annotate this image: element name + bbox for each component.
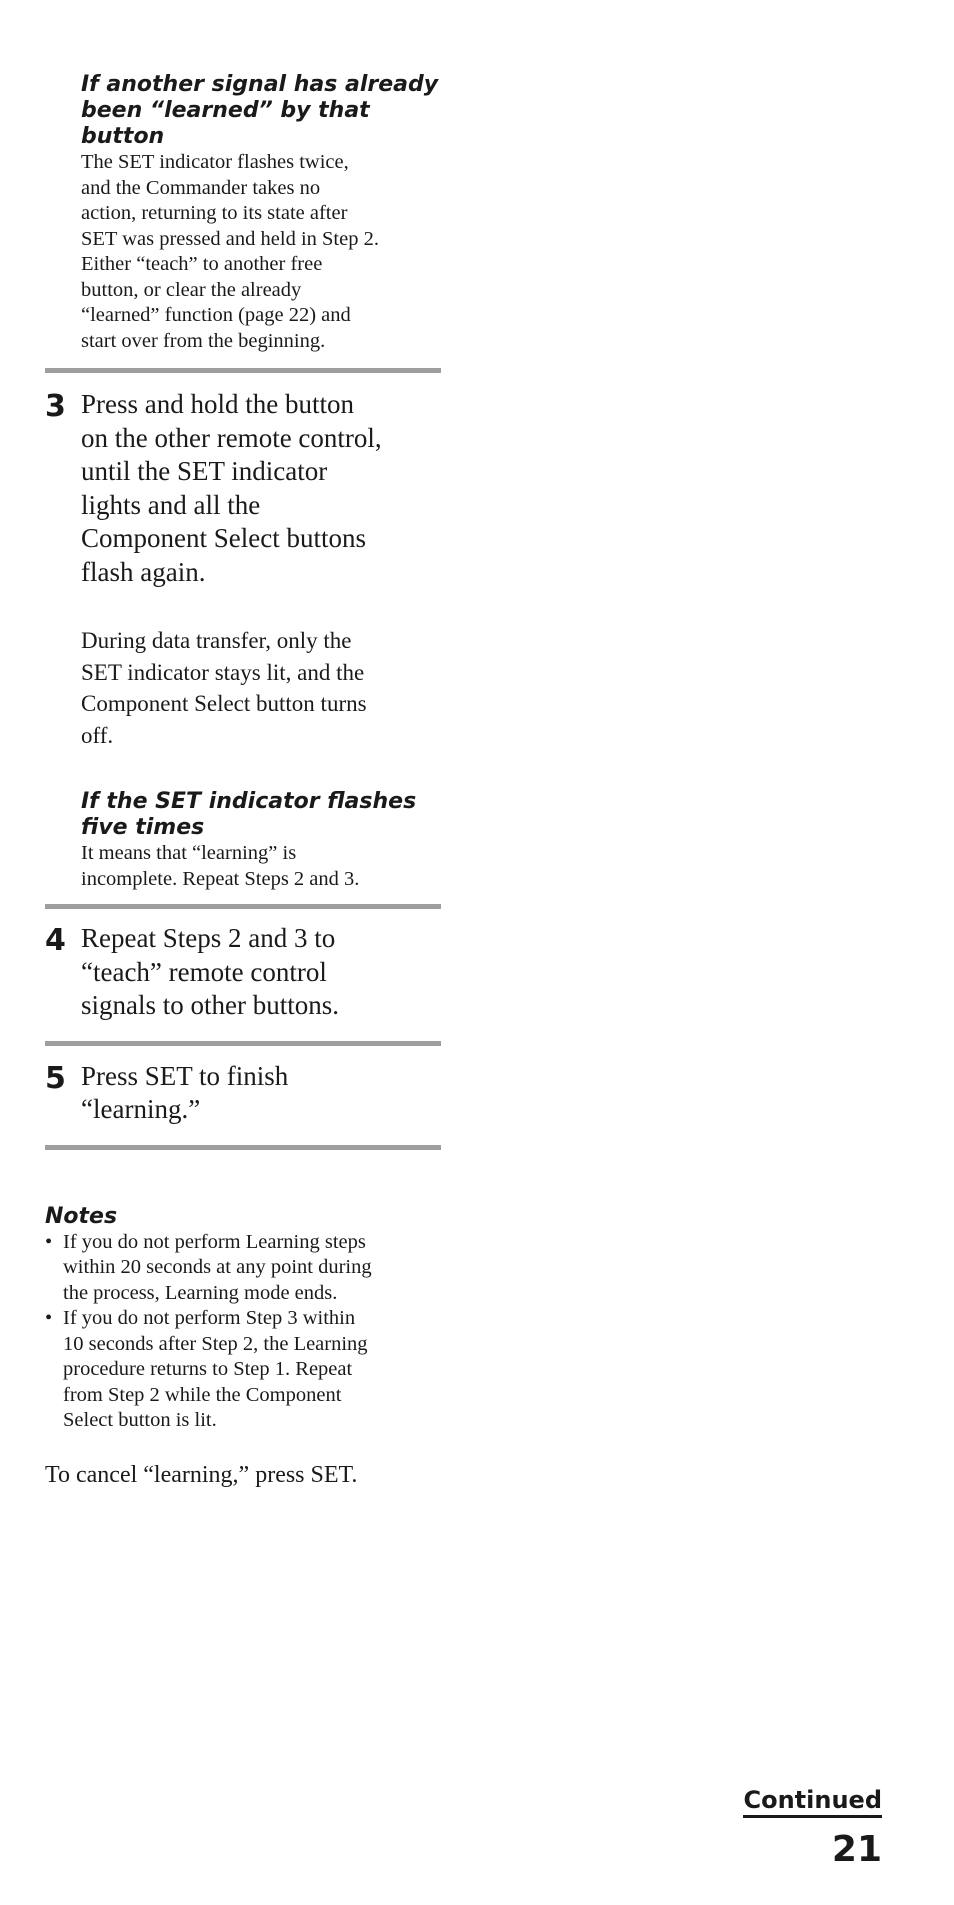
- intro-note-line: action, returning to its state after: [81, 202, 348, 224]
- step-line: Repeat Steps 2 and 3 to: [81, 923, 336, 953]
- intro-note: [81, 72, 441, 354]
- continued-label: Continued: [743, 1786, 882, 1818]
- section-divider: [45, 1041, 441, 1046]
- intro-note-body: [81, 150, 441, 354]
- step-3: [45, 388, 441, 892]
- intro-note-line: button, or clear the already: [81, 278, 302, 301]
- intro-note-line: start over from the beginning.: [81, 329, 326, 352]
- note-line: within 20 seconds at any point during: [63, 1256, 372, 1278]
- note-line: from Step 2 while the Component: [63, 1383, 342, 1406]
- step-instruction: [81, 388, 416, 589]
- note-text: [63, 1306, 368, 1434]
- step-number: 4: [45, 923, 66, 958]
- step-line: on the other remote control,: [81, 422, 382, 453]
- step-line: until the SET indicator: [81, 456, 328, 486]
- step-note-heading: [81, 789, 416, 841]
- bullet: •: [45, 1230, 53, 1253]
- step-note-line: It means that “learning” is: [81, 842, 297, 864]
- intro-note-line: and the Commander takes no: [81, 176, 321, 199]
- section-divider: [45, 368, 441, 373]
- note-text: [63, 1230, 372, 1307]
- step-5: [45, 1060, 441, 1127]
- intro-note-heading-line: If another signal has already: [81, 72, 439, 97]
- step-note-line: incomplete. Repeat Steps 2 and 3.: [81, 867, 360, 890]
- intro-note-line: Either “teach” to another free: [81, 253, 323, 275]
- cancel-instruction: To cancel “learning,” press SET.: [45, 1461, 358, 1488]
- bullet: •: [45, 1307, 53, 1329]
- note-line: If you do not perform Learning steps: [63, 1230, 366, 1253]
- step-line: “teach” remote control: [81, 956, 327, 987]
- note-line: the process, Learning mode ends.: [63, 1281, 338, 1304]
- step-line: “learning.”: [81, 1094, 201, 1124]
- intro-note-heading: [81, 72, 441, 150]
- step-number: 5: [45, 1060, 66, 1096]
- intro-note-heading-line: button: [81, 124, 165, 149]
- step-line: flash again.: [81, 556, 206, 587]
- step-note-heading-line: If the SET indicator flashes: [81, 789, 417, 814]
- step-4: [45, 922, 441, 1023]
- note-line: If you do not perform Step 3 within: [63, 1307, 356, 1329]
- step-line: Press and hold the button: [81, 389, 354, 419]
- section-divider: [45, 1145, 441, 1150]
- step-line: Component Select buttons: [81, 523, 366, 553]
- notes-heading: Notes: [45, 1203, 118, 1229]
- content-column: [45, 72, 441, 1490]
- detail-line: SET indicator stays lit, and the: [81, 659, 365, 685]
- intro-note-heading-line: been “learned” by that: [81, 98, 370, 123]
- page-number: 21: [831, 1829, 882, 1870]
- intro-note-line: The SET indicator flashes twice,: [81, 151, 349, 173]
- step-line: Press SET to finish: [81, 1060, 289, 1091]
- note-line: 10 seconds after Step 2, the Learning: [63, 1332, 368, 1355]
- detail-line: Component Select button turns: [81, 691, 367, 716]
- section-divider: [45, 904, 441, 909]
- step-number: 3: [45, 389, 66, 424]
- intro-note-line: SET was pressed and held in Step 2.: [81, 227, 379, 250]
- step-instruction: [81, 1060, 288, 1127]
- step-note-body: [81, 841, 416, 892]
- step-detail: [81, 625, 416, 751]
- note-item: [45, 1230, 441, 1307]
- step-instruction: [81, 922, 339, 1023]
- detail-line: During data transfer, only the: [81, 628, 352, 653]
- detail-line: off.: [81, 722, 114, 748]
- step-line: lights and all the: [81, 489, 261, 520]
- step-line: signals to other buttons.: [81, 990, 339, 1020]
- notes-section: [45, 1204, 441, 1434]
- step-note-heading-line: five times: [81, 815, 205, 840]
- note-line: procedure returns to Step 1. Repeat: [63, 1358, 353, 1380]
- note-item: [45, 1306, 441, 1434]
- note-line: Select button is lit.: [63, 1409, 217, 1431]
- intro-note-line: “learned” function (page 22) and: [81, 304, 351, 326]
